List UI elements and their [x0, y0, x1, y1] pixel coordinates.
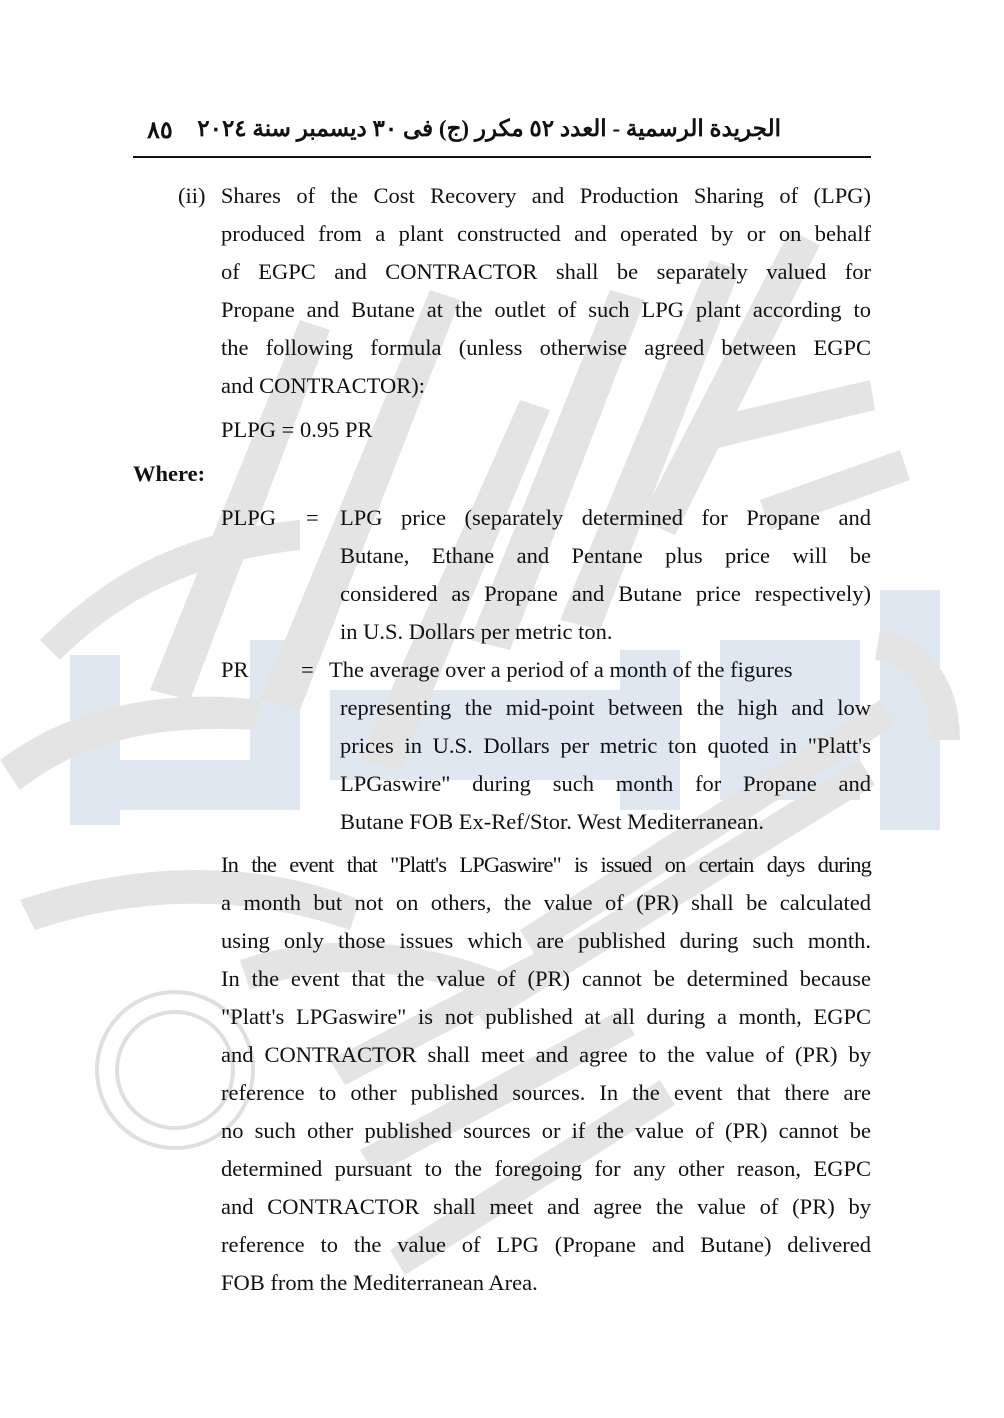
clause-ii-line: produced from a plant constructed and operated by or on behalf	[221, 221, 871, 246]
definition-term: PR	[221, 657, 249, 682]
clause-ii-line: and CONTRACTOR):	[221, 373, 425, 398]
gazette-header-title: الجريدة الرسمية - العدد ٥٢ مكرر (ج) فى ٣٠ ديسمبر سنة ٢٠٢٤	[197, 116, 781, 141]
definition-line: in U.S. Dollars per metric ton.	[340, 619, 613, 644]
plpg-formula: PLPG = 0.95 PR	[221, 417, 373, 442]
definition-line: LPGaswire" during such month for Propane and	[340, 771, 871, 796]
page-number: ٨٥	[147, 118, 173, 144]
definition-term: PLPG	[221, 505, 277, 530]
clause-ii-paragraph	[178, 177, 871, 405]
definition-line: The average over a period of a month of the figures	[329, 657, 793, 682]
pr-determination-paragraph	[221, 846, 871, 1302]
definition-line: considered as Propane and Butane price respectively)	[340, 581, 871, 606]
paragraph-line: and CONTRACTOR shall meet and agree the value of (PR) by	[221, 1194, 871, 1219]
paragraph-line: determined pursuant to the foregoing for any other reason, EGPC	[221, 1156, 871, 1181]
definition-equals: =	[306, 505, 319, 530]
page-header	[133, 110, 871, 150]
definition-line: LPG price (separately determined for Propane and	[340, 505, 871, 530]
where-label: Where:	[133, 461, 206, 486]
definition-line: Butane, Ethane and Pentane plus price will be	[340, 543, 871, 568]
header-divider	[133, 156, 871, 158]
definition-plpg	[0, 499, 1004, 659]
definition-equals: =	[301, 657, 314, 682]
definition-line: Butane FOB Ex-Ref/Stor. West Mediterranean.	[340, 809, 764, 834]
paragraph-line: and CONTRACTOR shall meet and agree to the value of (PR) by	[221, 1042, 871, 1067]
clause-ii-line: of EGPC and CONTRACTOR shall be separately valued for	[221, 259, 871, 284]
paragraph-line: no such other published sources or if the value of (PR) cannot be	[221, 1118, 871, 1143]
clause-ii-line: Propane and Butane at the outlet of such LPG plant according to	[221, 297, 871, 322]
definition-text	[340, 499, 871, 651]
paragraph-line: In the event that "Platt's LPGaswire" is issued on certain days during	[221, 852, 871, 877]
paragraph-line: using only those issues which are published during such month.	[221, 928, 871, 953]
paragraph-line: reference to the value of LPG (Propane and Butane) delivered	[221, 1232, 871, 1257]
paragraph-line: FOB from the Mediterranean Area.	[221, 1270, 538, 1295]
clause-ii-line: the following formula (unless otherwise agreed between EGPC	[221, 335, 871, 360]
paragraph-line: In the event that the value of (PR) cannot be determined because	[221, 966, 871, 991]
paragraph-line: "Platt's LPGaswire" is not published at all during a month, EGPC	[221, 1004, 871, 1029]
definition-line: representing the mid-point between the high and low	[340, 695, 871, 720]
definition-line: prices in U.S. Dollars per metric ton quoted in "Platt's	[340, 733, 871, 758]
paragraph-line: a month but not on others, the value of (PR) shall be calculated	[221, 890, 871, 915]
paragraph-line: reference to other published sources. In the event that there are	[221, 1080, 871, 1105]
definition-pr	[0, 651, 1004, 846]
definition-text	[329, 651, 871, 841]
clause-ii-line: (ii) Shares of the Cost Recovery and Production Sharing of (LPG)	[178, 183, 871, 208]
